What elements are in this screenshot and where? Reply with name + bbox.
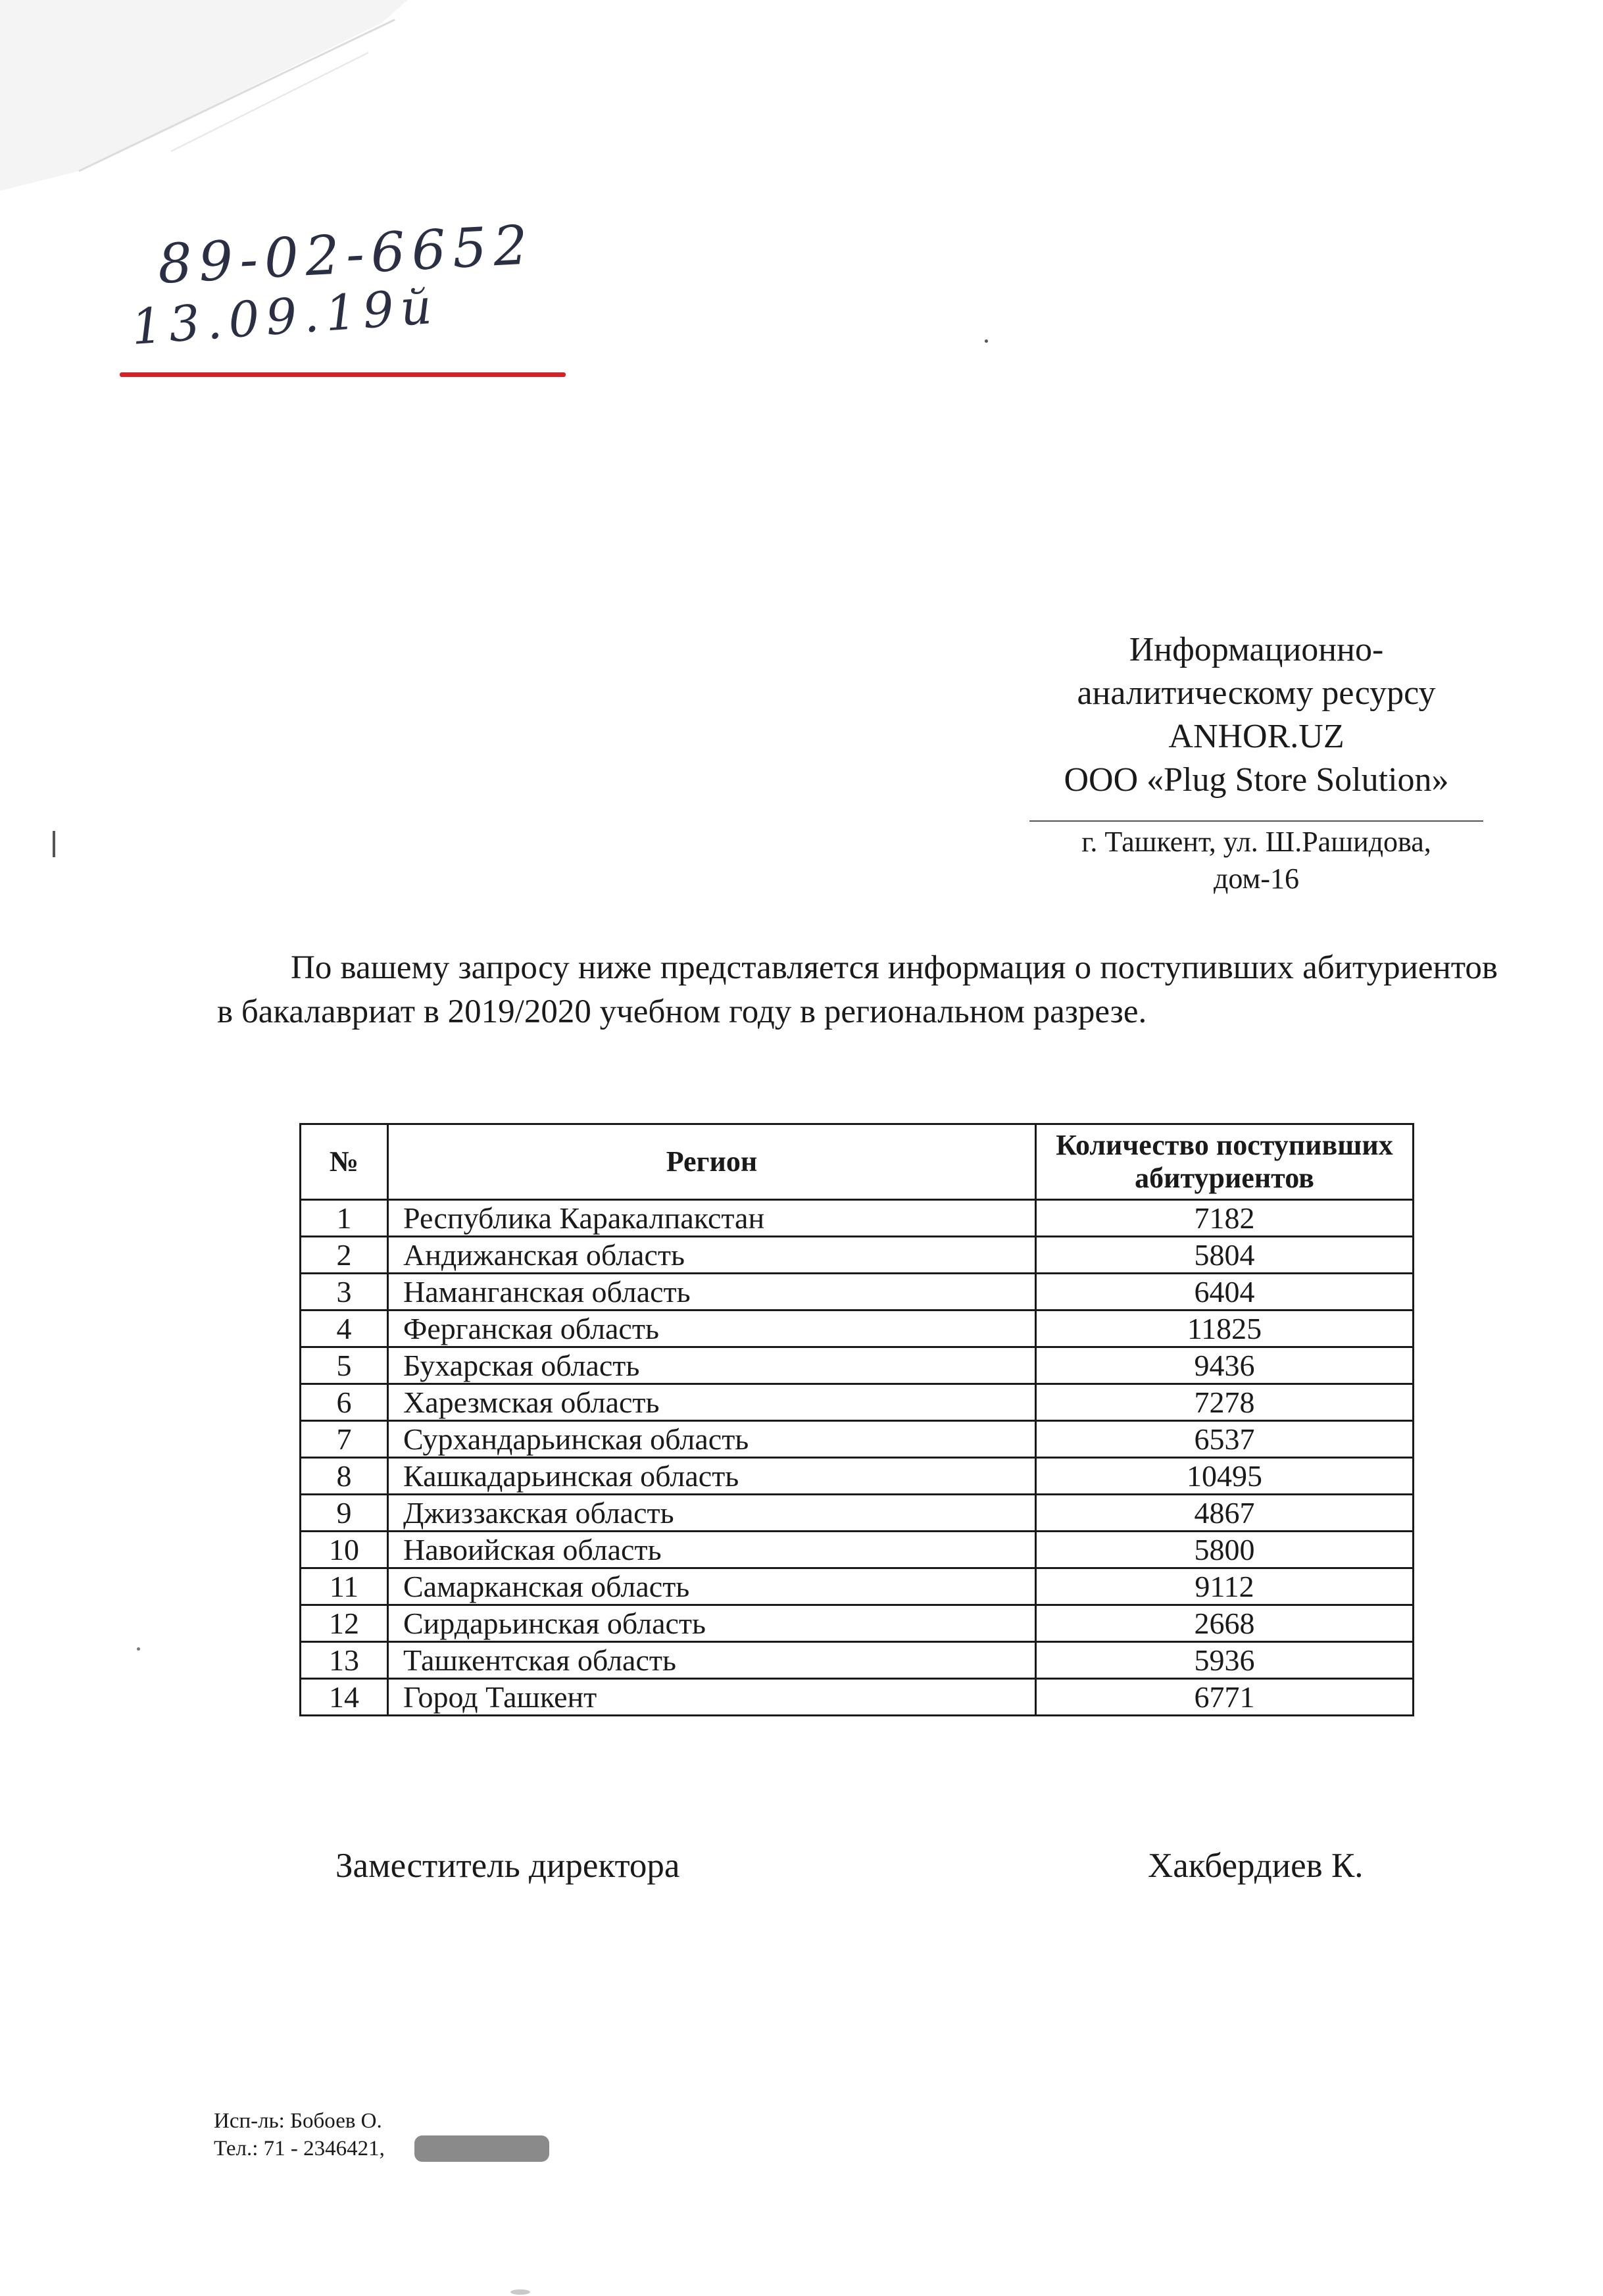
cell-region: Харезмская область <box>388 1384 1036 1421</box>
cell-count: 10495 <box>1036 1458 1414 1495</box>
table-row <box>301 1605 1414 1642</box>
signatory-position: Заместитель директора <box>335 1847 680 1885</box>
address-line: дом-16 <box>1213 862 1300 895</box>
table-row <box>301 1458 1414 1495</box>
table-row <box>301 1347 1414 1384</box>
cell-num: 13 <box>301 1642 388 1679</box>
addressee-line: ООО «Plug Store Solution» <box>1064 761 1449 799</box>
addressee-line: Информационно- <box>1129 631 1384 668</box>
cell-region: Республика Каракалпакстан <box>388 1200 1036 1237</box>
cell-num: 1 <box>301 1200 388 1237</box>
handwritten-registration-date: 13.09.19й <box>130 278 441 356</box>
cell-count: 6537 <box>1036 1421 1414 1458</box>
cell-count: 2668 <box>1036 1605 1414 1642</box>
cell-region: Наманганская область <box>388 1274 1036 1310</box>
cell-region: Навоийская область <box>388 1532 1036 1568</box>
cell-region: Андижанская область <box>388 1237 1036 1274</box>
cell-count: 6404 <box>1036 1274 1414 1310</box>
table-row <box>301 1310 1414 1347</box>
table-row <box>301 1532 1414 1568</box>
signatory-name: Хакбердиев К. <box>1148 1847 1364 1885</box>
cell-count: 5936 <box>1036 1642 1414 1679</box>
cell-count: 9436 <box>1036 1347 1414 1384</box>
cell-num: 3 <box>301 1274 388 1310</box>
executor-phone: Тел.: 71 - 2346421, <box>214 2137 385 2160</box>
header-num: № <box>301 1124 388 1200</box>
addressee-line: аналитическому ресурсу <box>1077 674 1436 712</box>
address-divider <box>1029 820 1483 822</box>
table-row <box>301 1421 1414 1458</box>
cell-region: Кашкадарьинская область <box>388 1458 1036 1495</box>
table-row <box>301 1274 1414 1310</box>
table-row <box>301 1642 1414 1679</box>
cell-num: 5 <box>301 1347 388 1384</box>
address-line: г. Ташкент, ул. Ш.Рашидова, <box>1081 826 1431 858</box>
scan-mark <box>53 831 55 857</box>
table-row <box>301 1200 1414 1237</box>
cell-num: 12 <box>301 1605 388 1642</box>
cell-region: Сирдарьинская область <box>388 1605 1036 1642</box>
cell-num: 7 <box>301 1421 388 1458</box>
cell-count: 5800 <box>1036 1532 1414 1568</box>
addressee-block <box>1020 628 1493 802</box>
cell-count: 6771 <box>1036 1679 1414 1716</box>
header-count: Количество поступивших абитуриентов <box>1036 1124 1414 1200</box>
table-row <box>301 1568 1414 1605</box>
address-block <box>1020 824 1493 897</box>
redacted-phone <box>414 2135 549 2162</box>
cell-count: 4867 <box>1036 1495 1414 1532</box>
cell-count: 7182 <box>1036 1200 1414 1237</box>
scan-speck <box>985 339 988 343</box>
addressee-line: ANHOR.UZ <box>1168 718 1344 755</box>
cell-num: 11 <box>301 1568 388 1605</box>
table-row <box>301 1384 1414 1421</box>
cell-num: 14 <box>301 1679 388 1716</box>
cell-region: Ташкентская область <box>388 1642 1036 1679</box>
admissions-table <box>299 1123 1414 1716</box>
handwritten-registration-number: 89-02-6652 <box>156 214 536 296</box>
table-body <box>301 1200 1414 1716</box>
cell-region: Бухарская область <box>388 1347 1036 1384</box>
scan-corner-artifact <box>0 0 408 191</box>
header-region: Регион <box>388 1124 1036 1200</box>
table-row <box>301 1495 1414 1532</box>
scan-speck <box>510 2289 530 2295</box>
cell-num: 6 <box>301 1384 388 1421</box>
cell-num: 8 <box>301 1458 388 1495</box>
cell-num: 10 <box>301 1532 388 1568</box>
cell-count: 7278 <box>1036 1384 1414 1421</box>
executor-info <box>214 2107 385 2162</box>
cell-num: 4 <box>301 1310 388 1347</box>
cell-count: 5804 <box>1036 1237 1414 1274</box>
executor-name: Исп-ль: Бобоев О. <box>214 2109 382 2133</box>
body-paragraph: По вашему запросу ниже представляется информация о поступивших абитуриентов в бакалавриат в 2019/2020 учебном году в региональном разрезе. <box>217 949 1498 1030</box>
cell-region: Город Ташкент <box>388 1679 1036 1716</box>
table-header-row <box>301 1124 1414 1200</box>
cell-region: Сурхандарьинская область <box>388 1421 1036 1458</box>
cell-num: 9 <box>301 1495 388 1532</box>
cell-count: 9112 <box>1036 1568 1414 1605</box>
cell-num: 2 <box>301 1237 388 1274</box>
scan-speck <box>137 1647 140 1651</box>
cell-region: Джиззакская область <box>388 1495 1036 1532</box>
red-underline <box>120 372 566 377</box>
cell-region: Самарканская область <box>388 1568 1036 1605</box>
table-row <box>301 1237 1414 1274</box>
table-row <box>301 1679 1414 1716</box>
cell-region: Ферганская область <box>388 1310 1036 1347</box>
cell-count: 11825 <box>1036 1310 1414 1347</box>
